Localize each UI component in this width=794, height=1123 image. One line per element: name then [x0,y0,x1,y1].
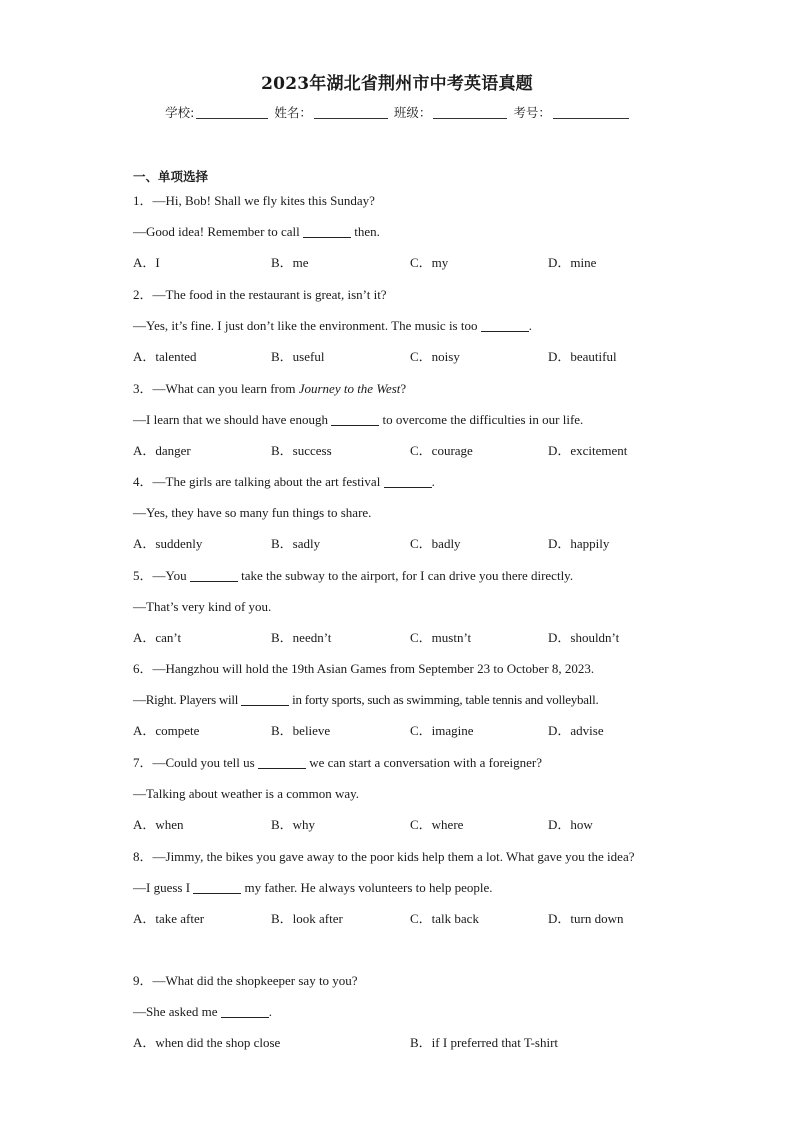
class-field [394,103,508,121]
option-d[interactable]: D．advise [548,723,604,738]
option-b[interactable]: B．me [271,255,309,270]
options-row [133,622,673,653]
class-blank[interactable] [433,105,507,119]
option-a[interactable]: A．take after [133,911,205,926]
option-b[interactable]: B．if I preferred that T-shirt [410,1035,559,1050]
reply-text: my father. He always volunteers to help people. [241,880,493,895]
answer-blank [241,691,289,706]
option-c[interactable]: C．courage [410,443,473,458]
exam-number-field [513,103,629,121]
options-row [133,903,673,934]
option-c[interactable]: C．noisy [410,349,460,364]
options-row [133,809,673,840]
book-title: Journey to the West [298,381,401,396]
option-c[interactable]: C．imagine [410,723,474,738]
question-reply [133,310,673,341]
answer-blank [303,223,351,238]
answer-blank [190,567,238,582]
answer-blank [258,754,306,769]
question-reply [133,996,673,1027]
question-6 [133,653,673,746]
option-d[interactable]: D．shouldn’t [548,630,620,645]
exam-number-label: 考号： [513,105,551,120]
option-d[interactable]: D．how [548,817,593,832]
answer-blank [193,879,241,894]
school-blank[interactable] [196,105,268,119]
options-row [133,1027,673,1058]
question-reply [133,684,673,715]
answer-blank [481,317,529,332]
prompt-text: ? [400,381,407,396]
option-b[interactable]: B．sadly [271,536,321,551]
option-a[interactable]: A．talented [133,349,197,364]
option-b[interactable]: B．believe [271,723,331,738]
question-number: 7． [133,755,153,770]
option-a[interactable]: A．compete [133,723,200,738]
question-reply: —That’s very kind of you. [133,599,272,614]
reply-text: to overcome the difficulties in our life. [379,412,584,427]
prompt-text: —What can you learn from [152,381,299,396]
question-prompt [133,841,653,872]
prompt-text: —What did the shopkeeper say to you? [152,973,358,988]
answer-blank [384,473,432,488]
prompt-text: . [431,474,435,489]
question-reply [133,404,673,435]
question-reply [133,872,673,903]
reply-text: —Good idea! Remember to call [133,224,304,239]
question-reply: —Yes, they have so many fun things to share. [133,505,372,520]
options-row [133,528,673,559]
option-b[interactable]: B．why [271,817,316,832]
school-label: 学校: [165,105,195,120]
question-9 [133,965,673,1058]
option-b[interactable]: B．success [271,443,332,458]
prompt-text: —Jimmy, the bikes you gave away to the poor kids help them a lot. What gave you the idea? [152,849,635,864]
question-3 [133,373,673,466]
reply-text: —Right. Players will [133,692,242,707]
question-2 [133,279,673,372]
question-reply: —Talking about weather is a common way. [133,786,360,801]
reply-text: —Yes, it’s fine. I just don’t like the environment. The music is too [133,318,481,333]
question-prompt [133,965,673,996]
school-field [165,103,268,121]
question-number: 9． [133,973,153,988]
option-b[interactable]: B．useful [271,349,325,364]
question-8 [133,841,673,934]
question-prompt [133,373,673,404]
option-d[interactable]: D．turn down [548,911,624,926]
prompt-text: —Could you tell us [152,755,258,770]
option-c[interactable]: C．where [410,817,464,832]
option-d[interactable]: D．beautiful [548,349,617,364]
question-prompt [133,747,673,778]
prompt-text: —You [152,568,190,583]
question-4 [133,466,673,559]
question-prompt [133,560,673,591]
option-a[interactable]: A．can’t [133,630,182,645]
question-number: 5． [133,568,153,583]
question-prompt [133,466,673,497]
question-prompt [133,185,673,216]
reply-text: —She asked me [133,1004,221,1019]
exam-title: 2023年湖北省荆州市中考英语真题 [261,74,533,94]
reply-text: . [528,318,532,333]
option-c[interactable]: C．my [410,255,449,270]
answer-blank [221,1003,269,1018]
reply-text: in forty sports, such as swimming, table tennis and volleyball. [289,692,599,707]
question-number: 4． [133,474,153,489]
question-5 [133,560,673,653]
question-prompt [133,279,673,310]
question-number: 1． [133,193,153,208]
prompt-text: —Hangzhou will hold the 19th Asian Games from September 23 to October 8, 2023. [152,661,595,676]
prompt-text: take the subway to the airport, for I can drive you there directly. [237,568,574,583]
name-label: 姓名： [274,105,312,120]
name-blank[interactable] [314,105,388,119]
reply-text: then. [351,224,380,239]
section-title: 一、单项选择 [133,169,209,184]
answer-blank [331,411,379,426]
option-a[interactable]: A．suddenly [133,536,203,551]
option-c[interactable]: C．mustn’t [410,630,472,645]
question-1 [133,185,673,278]
reply-text: —I guess I [133,880,194,895]
prompt-text: we can start a conversation with a foreigner? [305,755,543,770]
option-d[interactable]: D．mine [548,255,597,270]
question-number: 6． [133,661,153,676]
question-number: 2． [133,287,153,302]
prompt-text: —Hi, Bob! Shall we fly kites this Sunday? [152,193,375,208]
option-a[interactable]: A．when [133,817,184,832]
prompt-text: —The girls are talking about the art festival [152,474,384,489]
option-d[interactable]: D．happily [548,536,610,551]
exam-number-blank[interactable] [553,105,629,119]
student-info-row [0,103,794,121]
option-c[interactable]: C．talk back [410,911,479,926]
options-row [133,435,673,466]
option-a[interactable]: A．danger [133,443,191,458]
option-b[interactable]: B．needn’t [271,630,332,645]
option-b[interactable]: B．look after [271,911,343,926]
options-row [133,247,673,278]
question-prompt [133,653,673,684]
option-c[interactable]: C．badly [410,536,461,551]
question-number: 8． [133,849,153,864]
options-row [133,715,673,746]
option-d[interactable]: D．excitement [548,443,628,458]
question-number: 3． [133,381,153,396]
class-label: 班级： [393,105,432,120]
options-row [133,341,673,372]
reply-text: . [268,1004,272,1019]
reply-text: —I learn that we should have enough [133,412,332,427]
question-reply [133,216,673,247]
option-a[interactable]: A．when did the shop close [133,1035,281,1050]
question-7 [133,747,673,840]
name-field [274,103,388,121]
option-a[interactable]: A．I [133,255,160,270]
prompt-text: —The food in the restaurant is great, isn’t it? [152,287,387,302]
